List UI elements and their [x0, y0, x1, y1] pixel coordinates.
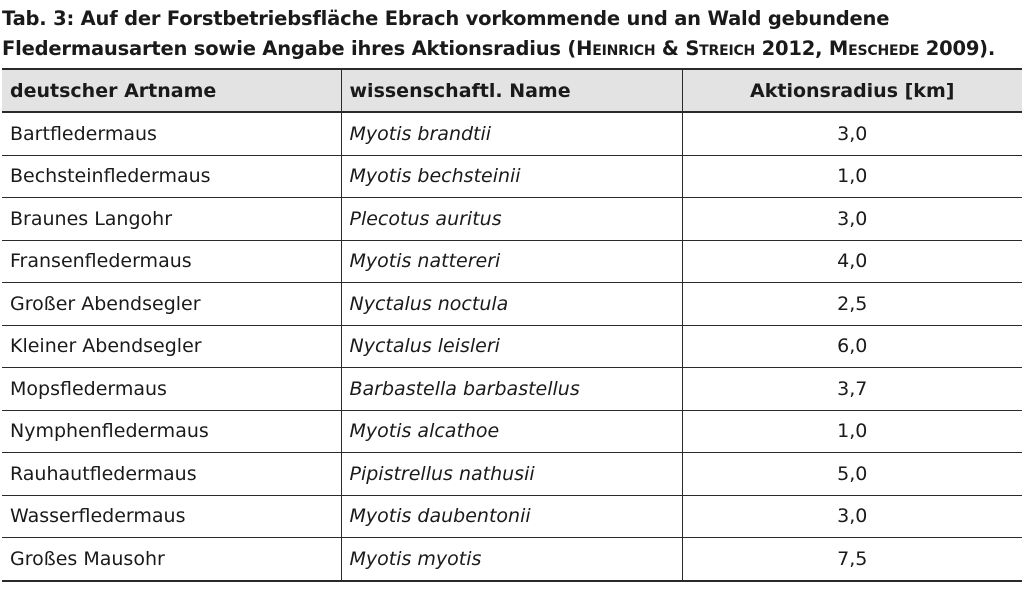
table-header-row — [2, 69, 1022, 112]
german-name-cell: Mopsfledermaus — [2, 368, 341, 411]
german-name-cell: Fransenfledermaus — [2, 240, 341, 283]
header-action-radius: Aktionsradius [km] — [682, 69, 1022, 112]
header-german-name: deutscher Artname — [2, 69, 341, 112]
table-row — [2, 495, 1022, 538]
scientific-name-cell: Myotis brandtii — [341, 112, 682, 155]
german-name-cell: Rauhautfledermaus — [2, 453, 341, 496]
german-name-cell: Großer Abendsegler — [2, 283, 341, 326]
caption-text: Tab. 3: Auf der Forstbetriebsfläche Ebrach vorkommende und an Wald gebundene Fledermausarten sowie Angabe ihres Aktionsradius ( — [2, 7, 890, 60]
scientific-name-cell: Myotis bechsteinii — [341, 155, 682, 198]
table-row — [2, 410, 1022, 453]
german-name-cell: Kleiner Abendsegler — [2, 325, 341, 368]
radius-cell: 1,0 — [682, 155, 1022, 198]
german-name-cell: Bechsteinfledermaus — [2, 155, 341, 198]
radius-cell: 3,0 — [682, 495, 1022, 538]
scientific-name-cell: Nyctalus leisleri — [341, 325, 682, 368]
german-name-cell: Braunes Langohr — [2, 198, 341, 241]
scientific-name-cell: Myotis alcathoe — [341, 410, 682, 453]
header-scientific-name: wissenschaftl. Name — [341, 69, 682, 112]
scientific-name-cell: Barbastella barbastellus — [341, 368, 682, 411]
radius-cell: 3,0 — [682, 112, 1022, 155]
table-row — [2, 155, 1022, 198]
table-row — [2, 538, 1022, 581]
scientific-name-cell: Myotis myotis — [341, 538, 682, 581]
scientific-name-cell: Nyctalus noctula — [341, 283, 682, 326]
radius-cell: 5,0 — [682, 453, 1022, 496]
caption-citation-author: Meschede — [828, 37, 920, 60]
radius-cell: 2,5 — [682, 283, 1022, 326]
table-row — [2, 368, 1022, 411]
bat-species-table — [2, 68, 1022, 582]
table-row — [2, 453, 1022, 496]
radius-cell: 3,7 — [682, 368, 1022, 411]
caption-citation-year: 2012, — [755, 37, 829, 60]
scientific-name-cell: Myotis nattereri — [341, 240, 682, 283]
radius-cell: 6,0 — [682, 325, 1022, 368]
table-row — [2, 240, 1022, 283]
german-name-cell: Nymphenfledermaus — [2, 410, 341, 453]
german-name-cell: Bartfledermaus — [2, 112, 341, 155]
table-row — [2, 325, 1022, 368]
radius-cell: 1,0 — [682, 410, 1022, 453]
german-name-cell: Großes Mausohr — [2, 538, 341, 581]
table-row — [2, 112, 1022, 155]
table-caption — [2, 4, 1020, 64]
caption-citation-author: Heinrich & Streich — [576, 37, 756, 60]
table-row — [2, 198, 1022, 241]
scientific-name-cell: Myotis daubentonii — [341, 495, 682, 538]
german-name-cell: Wasserfledermaus — [2, 495, 341, 538]
radius-cell: 7,5 — [682, 538, 1022, 581]
radius-cell: 4,0 — [682, 240, 1022, 283]
scientific-name-cell: Plecotus auritus — [341, 198, 682, 241]
caption-citation-year: 2009). — [919, 37, 996, 60]
table-row — [2, 283, 1022, 326]
radius-cell: 3,0 — [682, 198, 1022, 241]
scientific-name-cell: Pipistrellus nathusii — [341, 453, 682, 496]
